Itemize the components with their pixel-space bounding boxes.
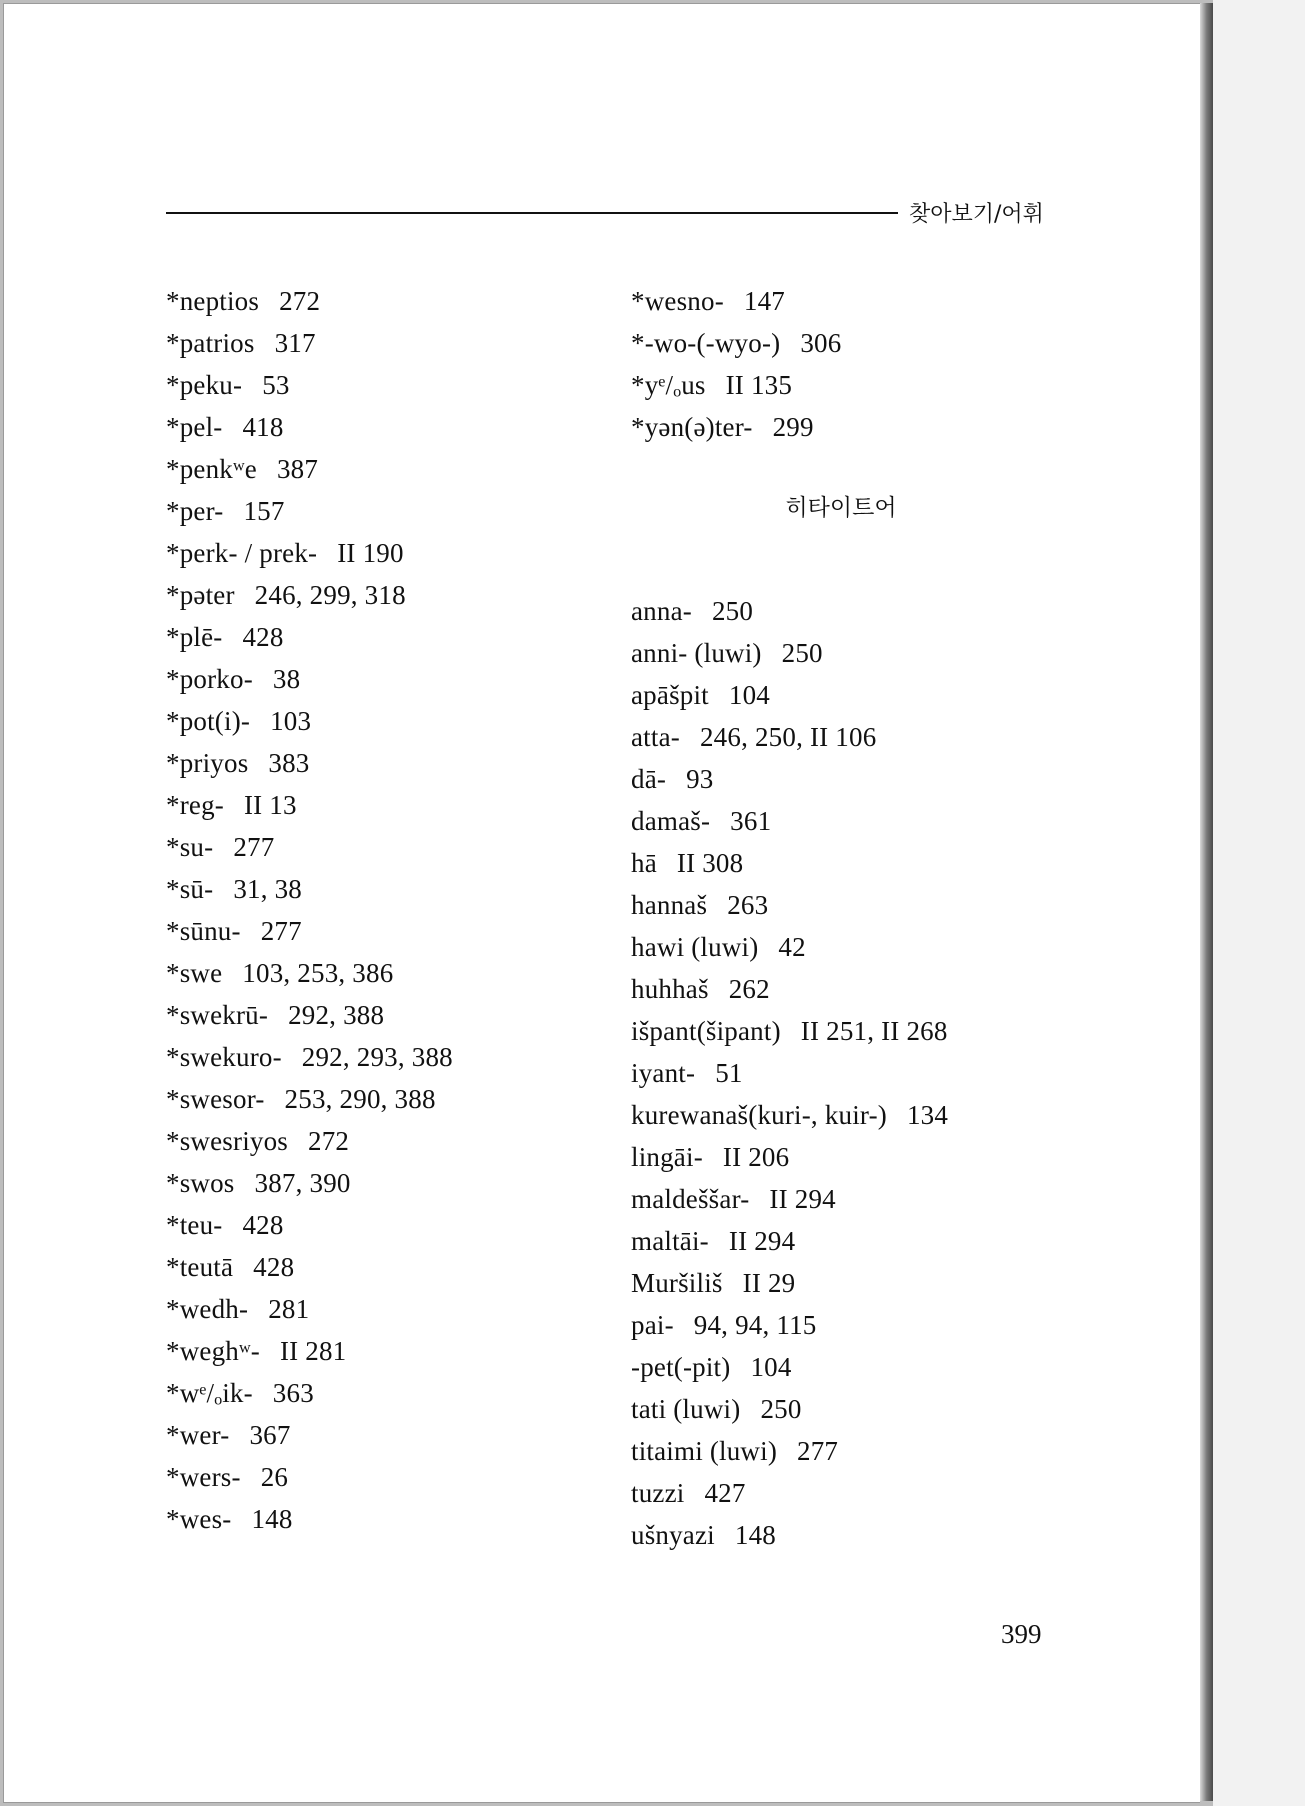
page-gutter [1213,0,1305,1806]
index-term: anni- (luwi) [631,638,762,668]
index-term: *wers- [166,1462,241,1492]
page-references: II 308 [676,848,744,878]
index-entry [166,406,586,448]
index-term: *per- [166,496,224,526]
index-entry [166,322,586,364]
index-term: *su- [166,832,214,862]
index-entry [631,926,1111,968]
page-references: II 135 [725,370,793,400]
index-entry [631,1178,1111,1220]
page-references: 104 [750,1352,792,1382]
index-entry [631,632,1111,674]
index-term: *pel- [166,412,223,442]
index-term: *swekuro- [166,1042,282,1072]
index-term: *plē- [166,622,223,652]
page-references: 383 [268,748,310,778]
index-entry [631,1472,1111,1514]
index-entry [166,532,586,574]
index-term: maldeššar- [631,1184,750,1214]
page-references: 253, 290, 388 [284,1084,436,1114]
section-spacer [631,448,1111,488]
index-entry [166,1120,586,1162]
index-entry [631,1514,1111,1556]
index-entry [166,1330,586,1372]
index-term: *priyos [166,748,249,778]
page-references: II 13 [243,790,297,820]
index-entry [631,674,1111,716]
page-references: 317 [274,328,316,358]
index-term: *teutā [166,1252,234,1282]
page-references: 103 [270,706,312,736]
page-references: 418 [242,412,284,442]
index-term: tati (luwi) [631,1394,741,1424]
index-entry [166,364,586,406]
page-references: 428 [242,622,284,652]
page-references: 246, 250, II 106 [699,722,877,752]
page-references: II 281 [279,1336,347,1366]
index-entry [166,1078,586,1120]
index-entry [166,1288,586,1330]
page-references: 147 [743,286,785,316]
index-entry [631,800,1111,842]
page-references: 42 [778,932,806,962]
page-references: 387, 390 [254,1168,351,1198]
index-entry [166,490,586,532]
index-entry [631,364,1111,406]
page-references: 292, 293, 388 [301,1042,453,1072]
page-references: 306 [800,328,842,358]
index-entry [631,884,1111,926]
index-column-right [631,280,1111,1556]
index-entry [631,968,1111,1010]
page-references: 93 [686,764,714,794]
index-term: hawi (luwi) [631,932,759,962]
page-references: 31, 38 [233,874,303,904]
page-references: 299 [772,412,814,442]
index-term: tuzzi [631,1478,685,1508]
page-references: 250 [781,638,823,668]
page-references: 361 [730,806,772,836]
index-term: išpant(šipant) [631,1016,781,1046]
page-references: 246, 299, 318 [254,580,406,610]
index-entry [166,574,586,616]
index-entry [166,1498,586,1540]
index-term: *peku- [166,370,243,400]
page-references: 292, 388 [288,1000,385,1030]
index-term: *sū- [166,874,214,904]
page-references: 103, 253, 386 [242,958,394,988]
index-term: *patrios [166,328,255,358]
document-page [3,3,1200,1803]
index-term: *swesor- [166,1084,265,1114]
page-references: 277 [233,832,275,862]
index-term: *reg- [166,790,224,820]
index-entry [166,784,586,826]
index-term: lingāi- [631,1142,703,1172]
index-column-left [166,280,586,1540]
section-heading-hittite: 히타이트어 [785,495,897,521]
index-entry [631,1010,1111,1052]
page-references: 38 [272,664,301,694]
page-references: 148 [734,1520,776,1550]
index-term: *neptios [166,286,260,316]
index-term: hā [631,848,657,878]
index-term: Muršiliš [631,1268,723,1298]
index-term: iyant- [631,1058,696,1088]
index-entry [631,1220,1111,1262]
index-term: *teu- [166,1210,223,1240]
index-entry [166,1372,586,1414]
index-entry [166,1414,586,1456]
page-references: II 294 [769,1184,836,1214]
index-entry [166,1456,586,1498]
index-entry [631,842,1111,884]
index-term: *yᵉ/ₒus [631,370,706,400]
page-references: 263 [727,890,769,920]
index-entry [166,1036,586,1078]
page-references: 104 [728,680,770,710]
index-entry [631,1094,1111,1136]
index-entry [166,826,586,868]
page-references: 26 [260,1462,289,1492]
index-entry [631,716,1111,758]
page-references: 134 [906,1100,949,1130]
index-term: *porko- [166,664,253,694]
index-term: kurewanaš(kuri-, kuir-) [631,1100,887,1130]
index-term: huhhaš [631,974,709,1004]
index-entry [631,1052,1111,1094]
index-term: dā- [631,764,667,794]
index-term: hannaš [631,890,708,920]
page-references: 148 [251,1504,293,1534]
page-references: 157 [243,496,285,526]
index-entry [166,616,586,658]
running-head: 찾아보기/어휘 [909,202,1044,227]
index-term: *-wo-(-wyo-) [631,328,781,358]
index-term: *yən(ə)ter- [631,412,753,442]
page-references: II 206 [722,1142,790,1172]
page-edge-shadow [1199,3,1213,1801]
index-entry [166,700,586,742]
page-number: 399 [1001,1619,1042,1649]
index-entry [631,1304,1111,1346]
page-references: 51 [715,1058,743,1088]
page-references: 250 [711,596,754,626]
index-entry [631,406,1111,448]
index-term: ušnyazi [631,1520,715,1550]
index-term: *swesriyos [166,1126,288,1156]
page-references: 53 [262,370,290,400]
index-entry [166,868,586,910]
index-entry [166,910,586,952]
index-term: *pot(i)- [166,706,251,736]
index-term: *wes- [166,1504,232,1534]
index-term: *sūnu- [166,916,241,946]
page-references: 272 [279,286,321,316]
page-references: 281 [268,1294,310,1324]
index-term: *wedh- [166,1294,249,1324]
page-references: 387 [276,454,319,484]
index-entry [166,952,586,994]
index-term: *wer- [166,1420,230,1450]
index-term: damaš- [631,806,711,836]
page-references: 367 [249,1420,291,1450]
index-term: *penkʷe [166,454,257,484]
index-term: -pet(-pit) [631,1352,731,1382]
index-entry [166,448,586,490]
index-entry [166,1204,586,1246]
index-term: pai- [631,1310,674,1340]
page-references: II 294 [728,1226,796,1256]
index-term: *swekrū- [166,1000,269,1030]
index-term: *weghʷ- [166,1336,260,1366]
index-entry [166,280,586,322]
page-references: II 190 [337,538,404,568]
page-references: 277 [260,916,302,946]
index-term: atta- [631,722,680,752]
index-entry [631,758,1111,800]
index-entry [631,1262,1111,1304]
page-references: 262 [728,974,770,1004]
page-references: II 29 [742,1268,796,1298]
page-references: 428 [253,1252,295,1282]
pie-roots-continued [631,280,1111,448]
index-entry [166,1246,586,1288]
index-entry [166,994,586,1036]
index-term: titaimi (luwi) [631,1436,778,1466]
index-term: apāšpit [631,680,709,710]
header-rule [166,212,898,214]
index-term: anna- [631,596,692,626]
index-term: *swe [166,958,223,988]
index-term: *wesno- [631,286,724,316]
index-term: *perk- / prek- [166,538,318,568]
page-references: 427 [704,1478,746,1508]
index-entry [631,322,1111,364]
index-entry [631,1136,1111,1178]
index-entry [166,658,586,700]
index-entry [631,590,1111,632]
index-entry [631,280,1111,322]
page-references: 94, 94, 115 [693,1310,817,1340]
page-references: 277 [797,1436,839,1466]
page-references: II 251, II 268 [800,1016,948,1046]
index-term: *pəter [166,580,235,610]
index-entry [166,742,586,784]
page-references: 250 [760,1394,802,1424]
index-entry [631,1388,1111,1430]
index-entry [631,1430,1111,1472]
index-entry [166,1162,586,1204]
index-term: maltāi- [631,1226,709,1256]
page-references: 428 [242,1210,284,1240]
index-term: *wᵉ/ₒik- [166,1378,253,1408]
page-references: 272 [308,1126,350,1156]
page-references: 363 [272,1378,314,1408]
index-entry [631,1346,1111,1388]
index-term: *swos [166,1168,235,1198]
hittite-entries [631,590,1111,1556]
